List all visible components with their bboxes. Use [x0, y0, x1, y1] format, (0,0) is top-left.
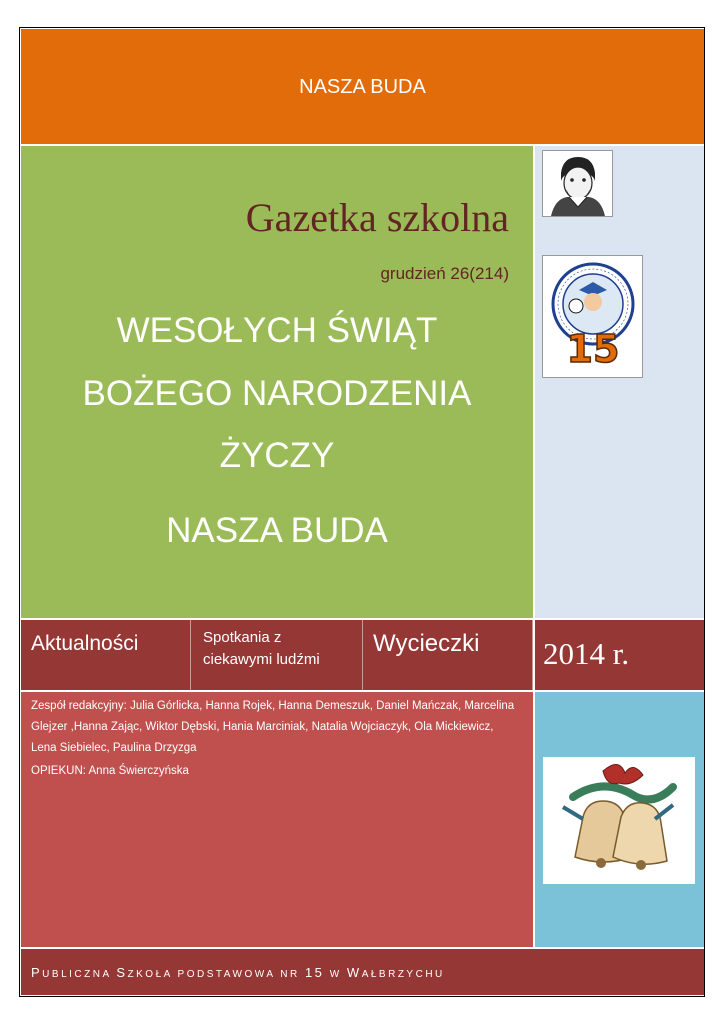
side-panel-top: [535, 146, 704, 618]
header-title: NASZA BUDA: [299, 76, 426, 98]
side-panel-bottom: [535, 692, 704, 947]
section-meetings-line-1: Spotkania z: [203, 629, 282, 646]
footer-word-1: UBLICZNA: [42, 969, 117, 980]
footer-word-2: ZKOŁA PODSTAWOWA NR: [127, 969, 305, 980]
footer-initial-1: P: [31, 965, 43, 980]
header-banner: [21, 29, 704, 144]
section-meetings: [193, 620, 363, 690]
school-logo-image: [542, 255, 643, 378]
christmas-bells-image: [543, 757, 695, 884]
footer-initial-4: W: [346, 965, 362, 980]
gazette-title: Gazetka szkolna: [245, 195, 509, 240]
footer-number: 15: [304, 965, 325, 980]
footer-initial-2: S: [116, 965, 128, 980]
section-meetings-line-2: ciekawymi ludźmi: [203, 651, 320, 668]
logo-number: 15: [566, 327, 620, 371]
cover-panel: [21, 146, 533, 618]
issue-year: 2014 r.: [543, 636, 630, 671]
mentor-credit: OPIEKUN: Anna Świerczyńska: [31, 765, 189, 777]
footer-bar: [21, 949, 704, 995]
wish-line-2: BOŻEGO NARODZENIA: [82, 374, 472, 413]
section-news: Aktualności: [21, 620, 191, 690]
credits-panel: [21, 692, 533, 947]
footer-word-3: W: [324, 969, 347, 980]
issue-number: grudzień 26(214): [380, 264, 509, 283]
editorial-team: Zespół redakcyjny: Julia Górlicka, Hanna Rojek, Hanna Demeszuk, Daniel Mańczak, Marcelina Glejzer ,Hanna Zając, Wiktor Dębski, Hania Marciniak, Natalia Wojciaczyk, Ola Mickiewicz, Lena Siebielec, Paulina Drzyzga: [31, 700, 515, 754]
patron-portrait-image: [542, 150, 613, 217]
section-bar: [21, 620, 704, 690]
wish-line-3: ŻYCZY: [219, 436, 335, 475]
wish-line-1: WESOŁYCH ŚWIĄT: [116, 311, 438, 350]
footer-word-4: AŁBRZYCHU: [361, 969, 445, 980]
school-name-footer: [31, 965, 445, 980]
section-trips: Wycieczki: [363, 620, 533, 690]
wish-line-4: NASZA BUDA: [166, 511, 388, 550]
